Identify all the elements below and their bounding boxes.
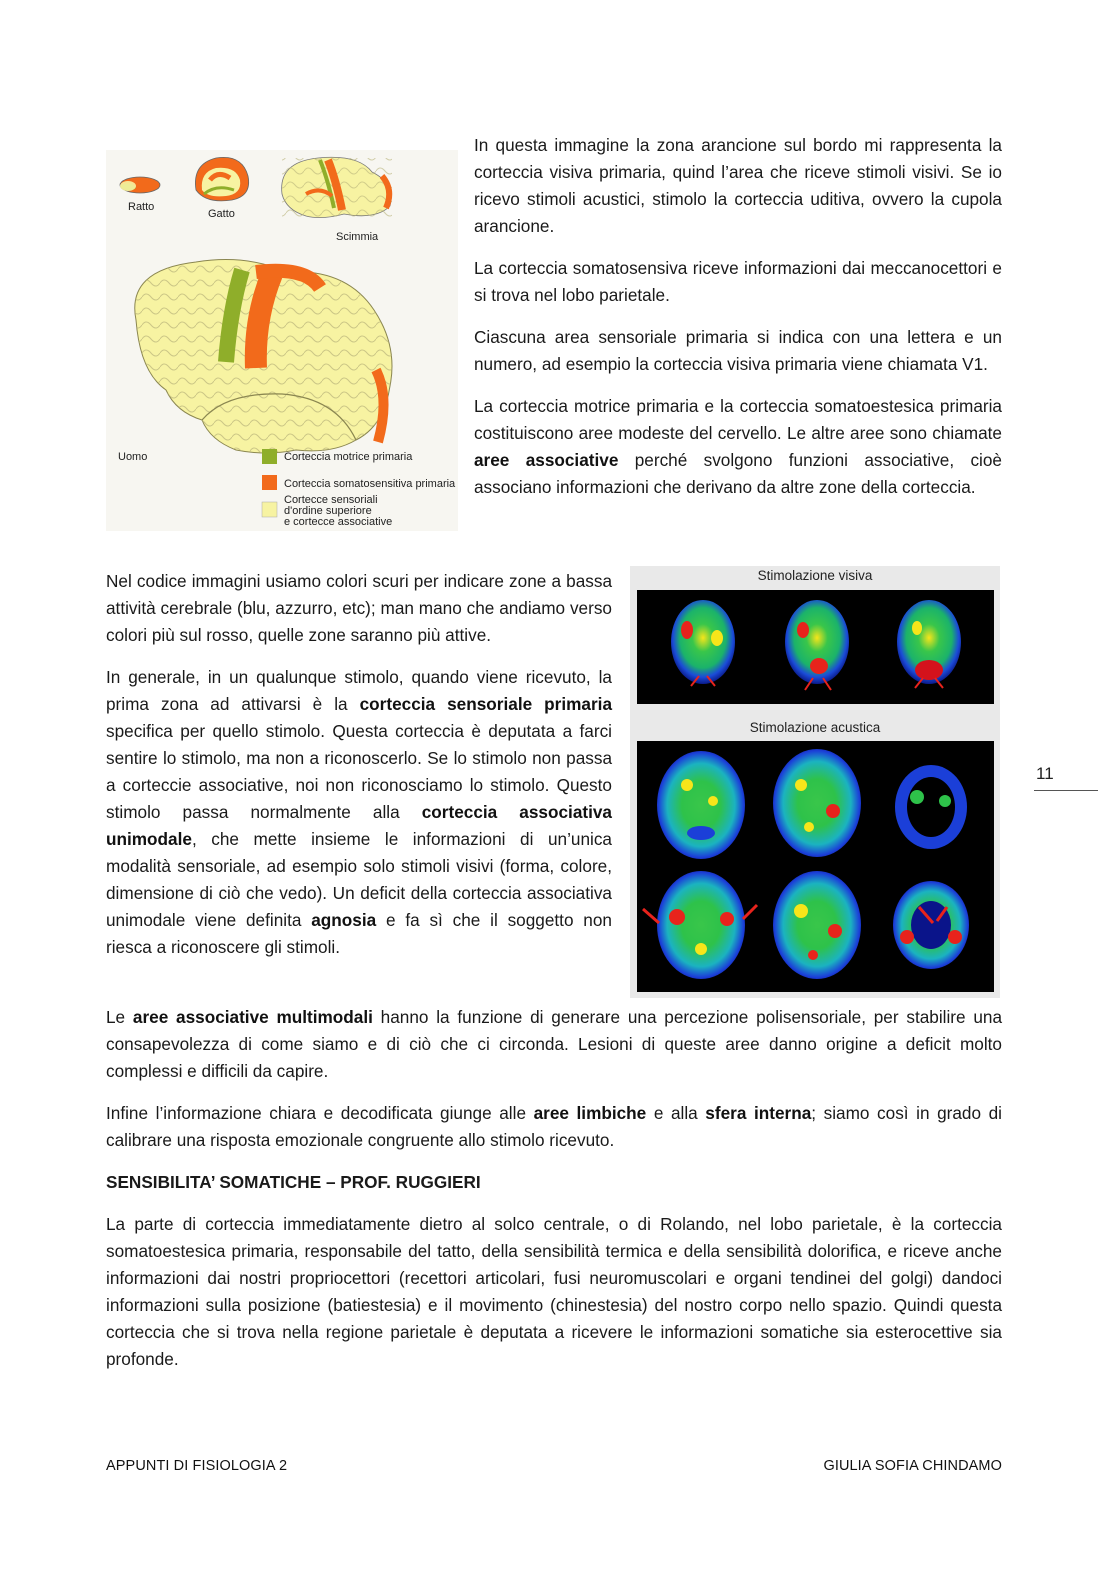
text-run: ; siamo così in grado di calibrare una risposta emozionale congruente allo stimolo ricevuto. [106, 1103, 1002, 1150]
visual-scan-2 [785, 600, 849, 690]
page-number-rule [1034, 790, 1098, 791]
text-run: , che mette insieme le informazioni di un’unica modalità sensoriale, ad esempio solo stimoli visivi (forma, colore, dimensione di ciò che vedo). Un deficit della corteccia associativa unimodale viene definita [106, 829, 612, 930]
paragraph: In questa immagine la zona arancione sul bordo mi rappresenta la corteccia visiva primaria, quind l’area che riceve stimoli visivi. Se io ricevo stimoli acustici, stimolo la corteccia uditiva, ovvero la cupola arancione. [474, 135, 1002, 236]
text-run: specifica per quello stimolo. Questa corteccia è deputata a farci sentire lo stimolo, ma non a riconoscerlo. Se lo stimolo non passa a corteccie associative, noi non riconosciamo lo stimolo. Questo stimolo passa normalmente alla [106, 721, 612, 822]
brain-comparison-figure [106, 150, 458, 531]
text-run: e alla [646, 1103, 706, 1123]
rat-brain [120, 177, 160, 193]
bold-term: sfera interna [705, 1103, 812, 1123]
brain-comparison-illustration [106, 150, 458, 531]
pet-scan-figure [630, 566, 1000, 998]
text-run: hanno la funzione di generare una percezione polisensoriale, per stabilire una consapevolezza di come siamo e di ciò che ci circonda. Lesioni di queste aree danno origine a deficit molto complessi e difficili da capire. [106, 1007, 1003, 1081]
visual-stimulation-title: Stimolazione visiva [757, 568, 873, 583]
paragraph [474, 393, 1002, 501]
cat-label: Gatto [208, 208, 235, 220]
visual-scan-1 [671, 600, 735, 686]
paragraph [106, 1004, 1002, 1085]
acoustic-scan-2 [773, 749, 861, 857]
legend-label-somatosensory: Corteccia somatosensitiva primaria [284, 478, 456, 490]
rat-label: Ratto [128, 201, 155, 213]
legend-label-associative-line3: e cortecce associative [284, 516, 393, 528]
paragraph: Ciascuna area sensoriale primaria si indica con una lettera e un numero, ad esempio la corteccia visiva primaria viene chiamata V1. [474, 327, 1002, 374]
text-run: e fa sì che il soggetto non riesca a riconoscere gli stimoli. [106, 910, 612, 957]
acoustic-stimulation-title: Stimolazione acustica [749, 720, 881, 735]
monkey-label: Scimmia [336, 231, 379, 243]
legend [262, 449, 456, 528]
page-number: 11 [1036, 764, 1054, 783]
paragraph [106, 1100, 1002, 1154]
paragraph: La parte di corteccia immediatamente dietro al solco centrale, o di Rolando, nel lobo parietale, è la corteccia somatoestesica primaria, responsabile del tatto, della sensibilità termica e della sensibilità dolorifica, e riceve anche informazioni dai nostri propriocettori (recettori articolari, fusi neuromuscolari e organi tendinei del golgi) dandoci informazioni sulla posizione (batiestesia) e il movimento (chinestesia) del nostro corpo nello spazio. Quindi questa corteccia che si trova nella regione parietale è deputata a ricevere le informazioni somatiche sia esterocettive sia profonde. [106, 1214, 1002, 1369]
human-brain [135, 260, 392, 453]
bold-term: corteccia sensoriale primaria [359, 694, 612, 714]
legend-label-motor: Corteccia motrice primaria [284, 451, 413, 463]
bold-term: aree associative [474, 450, 619, 470]
acoustic-scan-1 [657, 751, 745, 859]
text-run: Le [106, 1007, 133, 1027]
acoustic-scan-panel [637, 741, 994, 992]
paragraph: La corteccia somatosensiva riceve informazioni dai meccanocettori e si trova nel lobo parietale. [474, 258, 1002, 305]
legend-swatch-motor [262, 449, 277, 464]
legend-label-associative-line2: d'ordine superiore [284, 505, 372, 517]
text-run: perché svolgono funzioni associative, cioè associano informazioni che derivano da altre zone della corteccia. [474, 450, 1002, 497]
bold-term: aree associative multimodali [132, 1007, 373, 1027]
bold-term: agnosia [311, 910, 377, 930]
monkey-brain [282, 157, 392, 220]
visual-scans [637, 590, 994, 704]
cat-brain [195, 157, 248, 201]
acoustic-scan-3 [895, 765, 967, 849]
human-label: Uomo [118, 451, 148, 463]
acoustic-scan-4 [643, 871, 757, 979]
paragraph [106, 664, 612, 961]
acoustic-scan-5 [773, 871, 861, 979]
text-run: La corteccia motrice primaria e la corteccia somatoestesica primaria costituiscono aree modeste del cervello. Le altre aree sono chiamate [474, 396, 1002, 443]
section-heading: SENSIBILITA’ SOMATICHE – PROF. RUGGIERI [106, 1172, 481, 1192]
legend-swatch-somatosensory [262, 475, 277, 490]
bold-term: aree limbiche [533, 1103, 647, 1123]
right-text-column [474, 132, 1002, 501]
paragraph: Nel codice immagini usiamo colori scuri per indicare zone a bassa attività cerebrale (blu, azzurro, etc); man mano che andiamo verso colori più sul rosso, quelle zone saranno più attive. [106, 571, 612, 645]
footer-left: APPUNTI DI FISIOLOGIA 2 [106, 1458, 288, 1474]
legend-label-associative-line1: Cortecce sensoriali [284, 494, 378, 506]
text-run: Infine l’informazione chiara e decodificata giunge alle [106, 1103, 534, 1123]
bold-term: corteccia associativa unimodale [106, 802, 612, 849]
text-run: In generale, in un qualunque stimolo, quando viene ricevuto, la prima zona ad attivarsi è la [106, 667, 612, 714]
acoustic-scan-6 [893, 881, 969, 969]
legend-swatch-associative [262, 502, 277, 517]
visual-scan-panel [637, 590, 994, 704]
left-text-column [106, 568, 612, 961]
acoustic-scans [637, 741, 994, 992]
full-width-text [106, 1004, 1002, 1373]
visual-scan-3 [897, 600, 961, 688]
footer-right: GIULIA SOFIA CHINDAMO [823, 1458, 1002, 1474]
